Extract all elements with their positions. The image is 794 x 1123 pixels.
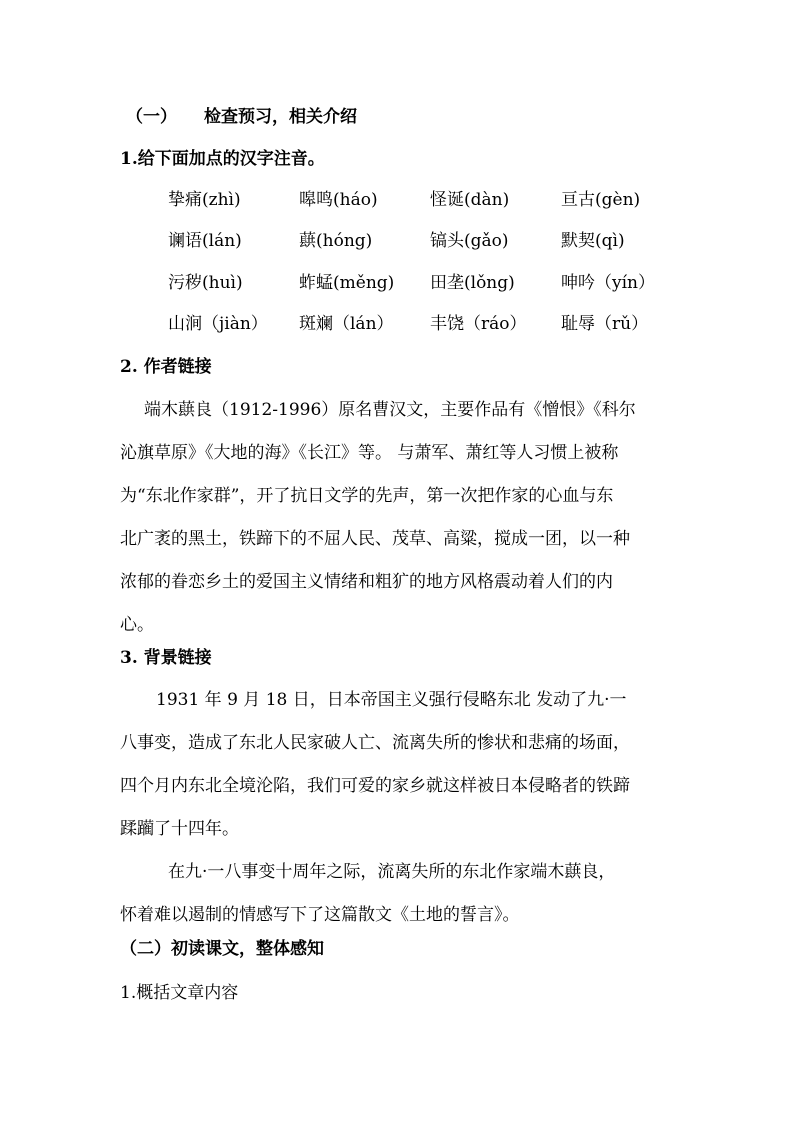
item-2-title: 2. 作者链接 xyxy=(120,357,212,377)
pinyin-item: 默契(qì) xyxy=(561,231,625,251)
text-line: 为“东北作家群”，开了抗日文学的先声，第一次把作家的心血与东 xyxy=(120,486,614,506)
text-line: 浓郁的眷恋乡土的爱国主义情绪和粗犷的地方风格震动着人们的内 xyxy=(120,572,613,592)
pinyin-item: 斑斓（lán） xyxy=(299,314,394,334)
item-3-title: 3. 背景链接 xyxy=(120,648,212,668)
section-heading-2: （二）初读课文，整体感知 xyxy=(120,939,324,959)
text-line: 在九·一八事变十周年之际，流离失所的东北作家端木蕻良， xyxy=(168,862,616,882)
pinyin-item: 丰饶（ráo） xyxy=(430,314,527,334)
pinyin-item: 蕻(hóng) xyxy=(299,231,373,251)
section-number: （一） xyxy=(126,107,177,127)
text-line: 蹂躏了十四年。 xyxy=(120,819,239,839)
text-line: 心。 xyxy=(120,615,154,635)
pinyin-item: 挚痛(zhì) xyxy=(168,190,241,210)
pinyin-item: 蚱蜢(měng) xyxy=(299,273,395,293)
section-heading-1 xyxy=(126,105,357,129)
item-4-title: 1.概括文章内容 xyxy=(120,983,239,1003)
pinyin-item: 田垄(lǒng) xyxy=(430,273,515,293)
text-line: 四个月内东北全境沦陷，我们可爱的家乡就这样被日本侵略者的铁蹄 xyxy=(120,776,630,796)
pinyin-item: 谰语(lán) xyxy=(168,231,242,251)
text-line: 北广袤的黑土，铁蹄下的不屈人民、茂草、高粱，搅成一团，以一种 xyxy=(120,529,630,549)
text-line: 1931 年 9 月 18 日，日本帝国主义强行侵略东北 发动了九·一 xyxy=(156,690,627,710)
pinyin-item: 山涧（jiàn） xyxy=(168,314,268,334)
text-line: 沁旗草原》《大地的海》《长江》等。 与萧军、萧红等人习惯上被称 xyxy=(120,443,619,463)
section-title: 检查预习，相关介绍 xyxy=(204,107,357,127)
pinyin-item: 呻吟（yín） xyxy=(561,273,655,293)
pinyin-item: 耻辱（rǔ） xyxy=(561,314,649,334)
pinyin-item: 嗥鸣(háo) xyxy=(299,190,378,210)
text-line: 端木蕻良（1912-1996）原名曹汉文，主要作品有《憎恨》《科尔 xyxy=(144,400,636,420)
text-line: 怀着难以遏制的情感写下了这篇散文《土地的誓言》。 xyxy=(120,905,520,925)
pinyin-item: 污秽(huì) xyxy=(168,273,243,293)
pinyin-item: 镐头(gǎo) xyxy=(430,231,509,251)
pinyin-item: 亘古(gèn) xyxy=(561,190,641,210)
item-1-title: 1.给下面加点的汉字注音。 xyxy=(120,149,325,169)
text-line: 八事变，造成了东北人民家破人亡、流离失所的惨状和悲痛的场面， xyxy=(120,733,630,753)
pinyin-item: 怪诞(dàn) xyxy=(430,190,510,210)
